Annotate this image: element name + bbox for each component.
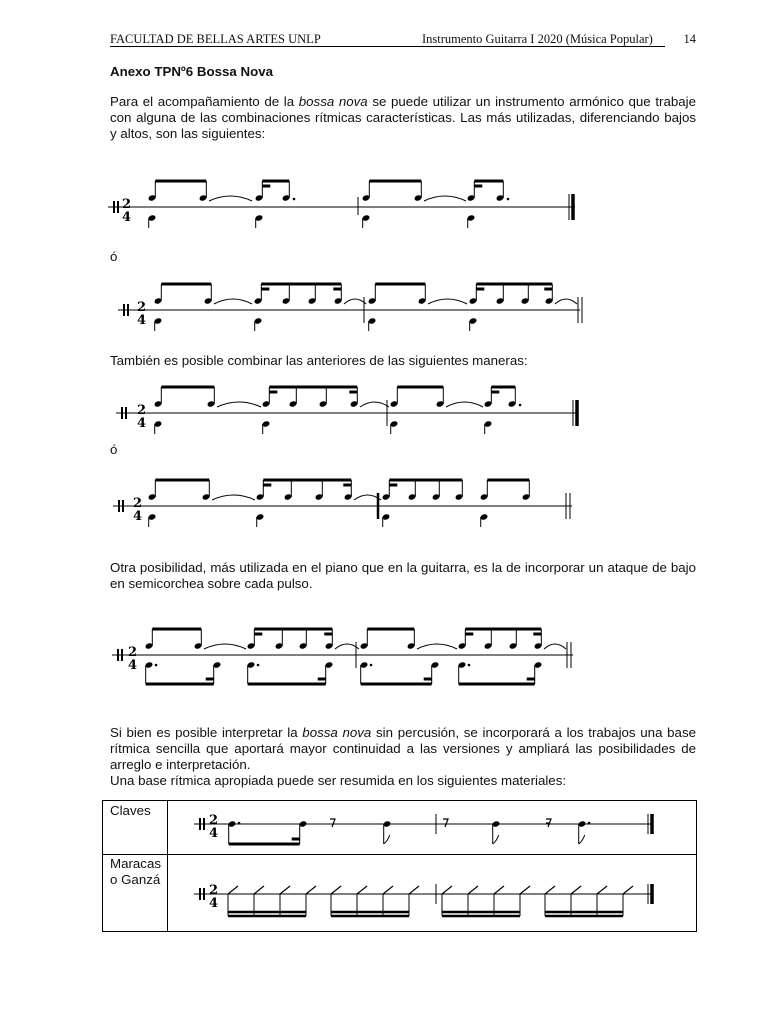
header-faculty: FACULTAD DE BELLAS ARTES UNLP (110, 32, 321, 46)
page-number: 14 (683, 32, 696, 46)
intro-emphasis: bossa nova (298, 94, 368, 109)
svg-text:2: 2 (209, 813, 219, 828)
svg-text:2: 2 (133, 496, 143, 511)
score-combined-1 (100, 376, 700, 446)
svg-text:4: 4 (137, 416, 147, 431)
table-divider-horizontal (103, 854, 696, 855)
svg-text:2: 2 (128, 645, 138, 660)
table-divider-vertical (167, 801, 168, 931)
svg-text:4: 4 (137, 313, 147, 328)
svg-text:4: 4 (128, 658, 138, 673)
maracas-label: Maracas o Ganzá (110, 856, 161, 887)
intro-paragraph: Para el acompañamiento de la bossa nova se puede utilizar un instrumento armónico que trabaje con alguna de las combinaciones rítmicas características. Las más utilizadas, diferenciando bajos y altos, son las siguientes: (110, 94, 696, 141)
percussion-emphasis: bossa nova (302, 725, 372, 740)
score-piano (100, 618, 700, 693)
header-course: Instrumento Guitarra I 2020 (Música Popular) (422, 32, 653, 46)
time-signature-top: 2 (122, 197, 132, 212)
page-title: Anexo TPNº6 Bossa Nova (110, 64, 273, 79)
claves-label: Claves (110, 803, 151, 818)
svg-text:2: 2 (137, 403, 147, 418)
score-maracas (190, 872, 690, 922)
header-rule (110, 46, 665, 47)
score-combined-2 (100, 469, 700, 539)
percussion-line2: Una base rítmica apropiada puede ser resumida en los siguientes materiales: (110, 773, 567, 788)
score-intro-1 (100, 170, 700, 240)
svg-text:4: 4 (209, 826, 219, 841)
or-label-2: ó (110, 442, 118, 457)
time-signature-bottom: 4 (122, 210, 132, 225)
svg-text:2: 2 (209, 883, 219, 898)
or-label: ó (110, 249, 118, 264)
score-claves (190, 802, 690, 852)
other-paragraph: Otra posibilidad, más utilizada en el piano que en la guitarra, es la de incorporar un ataque de bajo en semicorchea sobre cada pulso. (110, 560, 696, 591)
percussion-paragraph: Si bien es posible interpretar la bossa nova sin percusión, se incorporará a los trabajos una base rítmica sencilla que aportará mayor continuidad a las versiones y ampliará las posibilidades de arreglo e interpretación. Una base rítmica apropiada puede ser resumida en los siguientes materiales: (110, 725, 696, 788)
svg-text:2: 2 (137, 300, 147, 315)
svg-text:4: 4 (209, 896, 219, 911)
svg-text:4: 4 (133, 509, 143, 524)
score-intro-2 (100, 273, 700, 343)
combine-text: También es posible combinar las anteriores de las siguientes maneras: (110, 353, 528, 368)
